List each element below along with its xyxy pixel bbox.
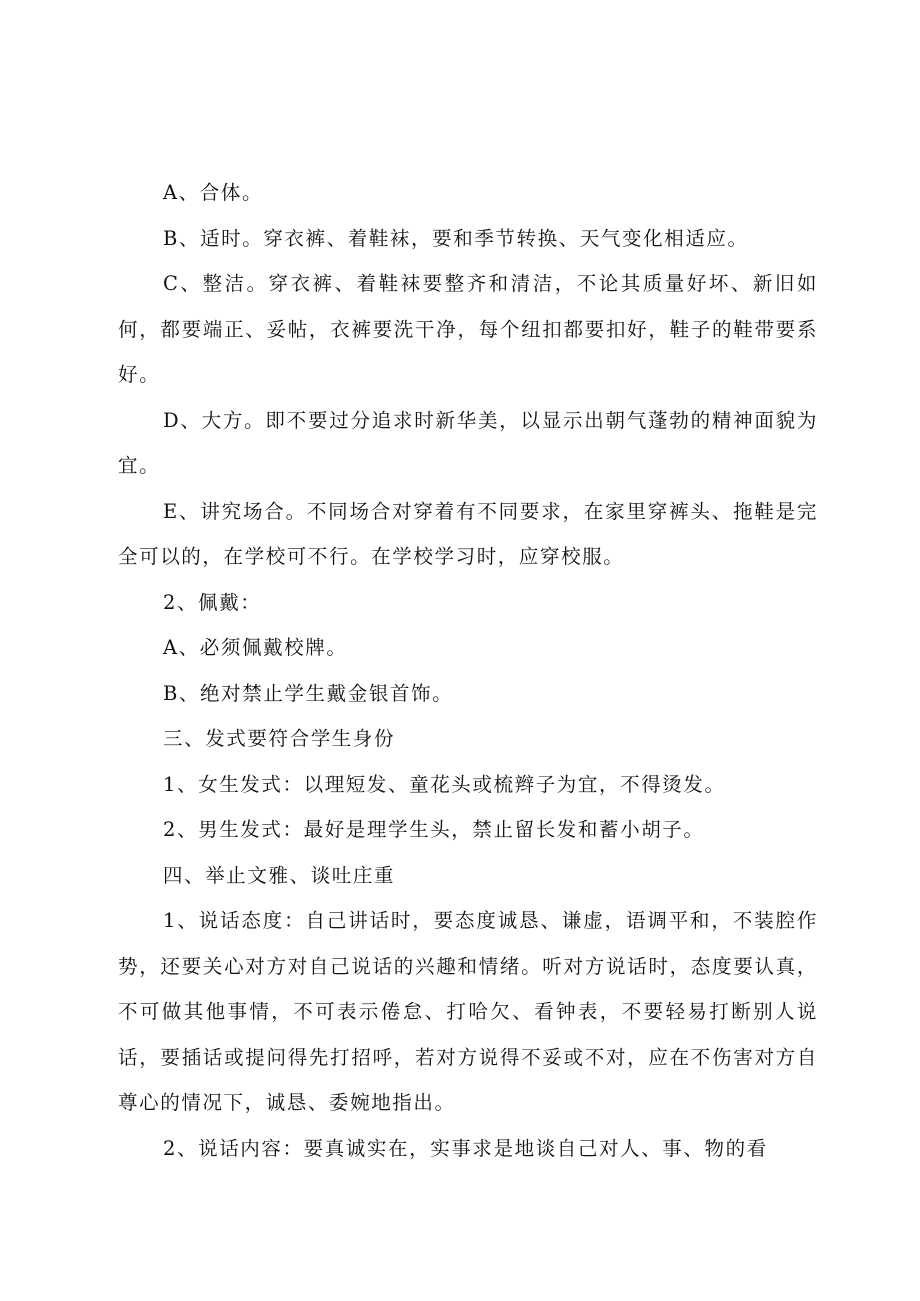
- paragraph-dress-modest: D、大方。即不要过分追求时新华美，以显示出朝气蓬勃的精神面貌为宜。: [118, 408, 818, 477]
- paragraph-school-badge: A、必须佩戴校牌。: [163, 636, 348, 659]
- paragraph-dress-fit: A、合体。: [163, 181, 264, 204]
- heading-hairstyle: 三、发式要符合学生身份: [163, 727, 396, 750]
- paragraph-boys-hairstyle: 2、男生发式：最好是理学生头，禁止留长发和蓄小胡子。: [163, 818, 705, 841]
- paragraph-girls-hairstyle: 1、女生发式：以理短发、童花头或梳辫子为宜，不得烫发。: [163, 772, 726, 796]
- paragraph-speaking-content: 2、说话内容：要真诚实在，实事求是地谈自己对人、事、物的看: [163, 1136, 768, 1160]
- paragraph-no-jewelry: B、绝对禁止学生戴金银首饰。: [163, 681, 454, 705]
- document-body: [118, 170, 818, 1171]
- paragraph-speaking-attitude: 1、说话态度：自己讲话时，要态度诚恳、谦虚，语调平和，不装腔作势，还要关心对方对自己说话的兴趣和情绪。听对方说话时，态度要认真，不可做其他事情，不可表示倦怠、打哈欠、看钟表，不要轻易打断别人说话，要插话或提问得先打招呼，若对方说得不妥或不对，应在不伤害对方自尊心的情况下，诚恳、委婉地指出。: [118, 909, 818, 1114]
- paragraph-dress-clean: C、整洁。穿衣裤、着鞋袜要整齐和清洁，不论其质量好坏、新旧如何，都要端正、妥帖，衣裤要洗干净，每个纽扣都要扣好，鞋子的鞋带要系好。: [118, 272, 818, 386]
- paragraph-dress-timely: B、适时。穿衣裤、着鞋袜，要和季节转换、天气变化相适应。: [163, 226, 749, 250]
- paragraph-dress-occasion: E、讲究场合。不同场合对穿着有不同要求，在家里穿裤头、拖鞋是完全可以的，在学校可不行。在学校学习时，应穿校服。: [118, 499, 818, 568]
- heading-manners: 四、举止文雅、谈吐庄重: [163, 863, 396, 887]
- heading-wearing: 2、佩戴：: [163, 590, 262, 614]
